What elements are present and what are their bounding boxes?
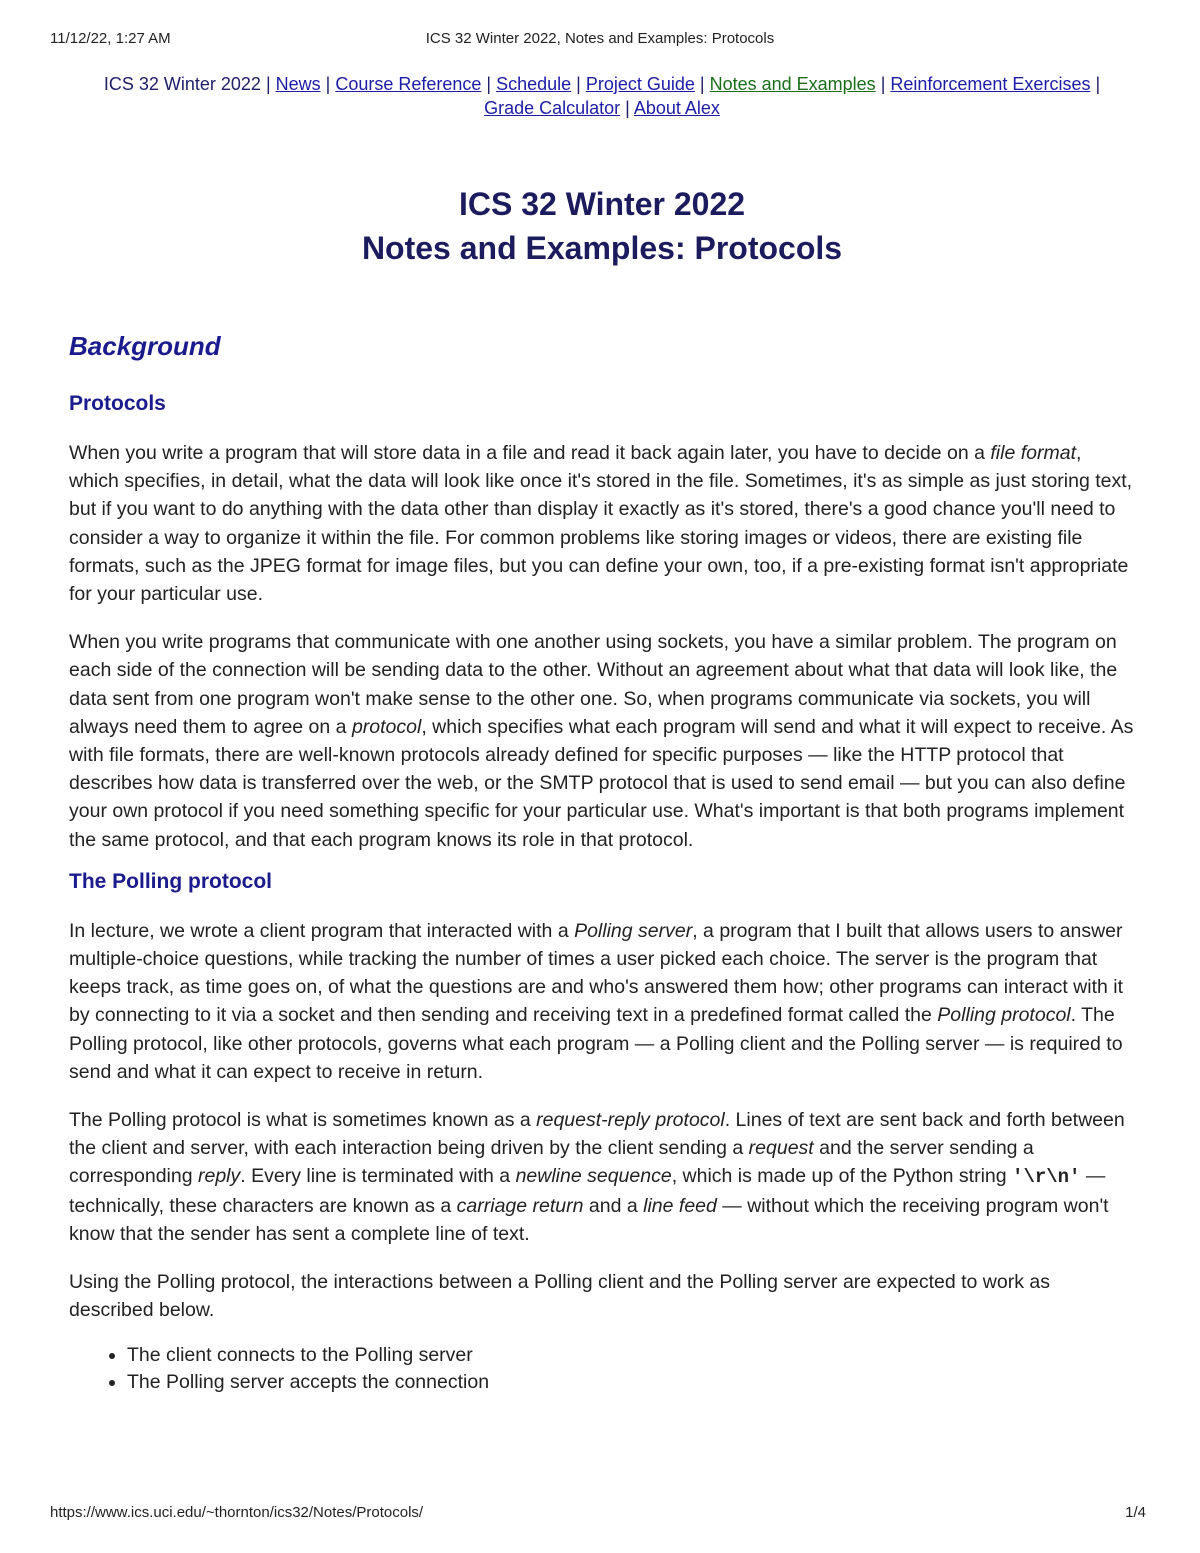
subsection-heading-polling-protocol: The Polling protocol bbox=[69, 869, 272, 893]
top-navigation: ICS 32 Winter 2022 | News | Course Reference | Schedule | Project Guide | Notes and Examples | Reinforcement Exercises | Grade Calculator | About Alex bbox=[103, 74, 1101, 118]
page-title-line1: ICS 32 Winter 2022 bbox=[458, 186, 746, 222]
nav-link-about-alex[interactable]: About Alex bbox=[633, 98, 720, 118]
newline-code: '\r\n' bbox=[1012, 1166, 1081, 1189]
paragraph-request-reply: The Polling protocol is what is sometimes known as a request-reply protocol. Lines of text are sent back and forth between the client and server, with each interaction being driven by the client sending a request and the server sending a corresponding reply. Every line is terminated with a newline sequence, which is made up of the Python string '\r\n' — technically, these characters are known as a carriage return and a line feed — without which the receiving program won't know that the sender has sent a complete line of text. bbox=[69, 1109, 1125, 1245]
paragraph-sockets-protocol: When you write programs that communicate with one another using sockets, you have a similar problem. The program on each side of the connection will be sending data to the other. Without an agreement about what that data will look like, the data sent from one program won't make sense to the other one. So, when programs communicate via sockets, you will always need them to agree on a protocol, which specifies what each program will send and what it will expect to receive. As with file formats, there are well-known protocols already defined for specific purposes — like the HTTP protocol that describes how data is transferred over the web, or the SMTP protocol that is used to send email — but you can also define your own protocol if you need something specific for your particular use. What's important is that both programs implement the same protocol, and that each program knows its role in that protocol. bbox=[69, 631, 1134, 851]
print-page-title: ICS 32 Winter 2022, Notes and Examples: Protocols bbox=[425, 30, 775, 47]
subsection-heading-protocols: Protocols bbox=[69, 392, 166, 415]
print-date: 11/12/22, 1:27 AM bbox=[50, 30, 171, 47]
print-header bbox=[50, 30, 1150, 50]
page-title-line2: Notes and Examples: Protocols bbox=[361, 230, 843, 266]
nav-link-schedule[interactable]: Schedule bbox=[496, 74, 572, 94]
nav-site-name: ICS 32 Winter 2022 bbox=[103, 74, 261, 94]
paragraph-interactions-intro: Using the Polling protocol, the interactions between a Polling client and the Polling server are expected to work as described below. bbox=[69, 1271, 1050, 1322]
interaction-steps-list bbox=[69, 1342, 1135, 1396]
nav-link-reinforcement-exercises[interactable]: Reinforcement Exercises bbox=[890, 74, 1091, 94]
list-item: • The client connects to the Polling server bbox=[127, 1342, 1135, 1369]
page-content bbox=[69, 72, 1135, 1396]
list-item: • The Polling server accepts the connection bbox=[127, 1369, 1135, 1396]
nav-link-grade-calculator[interactable]: Grade Calculator bbox=[484, 98, 621, 118]
nav-link-course-reference[interactable]: Course Reference bbox=[335, 74, 482, 94]
print-url: https://www.ics.uci.edu/~thornton/ics32/Notes/Protocols/ bbox=[50, 1504, 424, 1521]
print-page-number: 1/4 bbox=[1125, 1504, 1146, 1521]
nav-link-news[interactable]: News bbox=[275, 74, 321, 94]
print-footer bbox=[50, 1504, 1150, 1524]
nav-link-project-guide[interactable]: Project Guide bbox=[585, 74, 695, 94]
paragraph-polling-server: In lecture, we wrote a client program that interacted with a Polling server, a program that I built that allows users to answer multiple-choice questions, while tracking the number of times a user picked each choice. The server is the program that keeps track, as time goes on, of what the questions are and who's answered them how; other programs can interact with it by connecting to it via a socket and then sending and receiving text in a predefined format called the Polling protocol. The Polling protocol, like other protocols, governs what each program — a Polling client and the Polling server — is required to send and what it can expect to receive in return. bbox=[69, 919, 1124, 1083]
page-title bbox=[69, 182, 1135, 270]
nav-link-notes-and-examples[interactable]: Notes and Examples bbox=[709, 74, 876, 94]
paragraph-file-formats: When you write a program that will store data in a file and read it back again later, you have to decide on a file format, which specifies, in detail, what the data will look like once it's stored in the file. Sometimes, it's as simple as just storing text, but if you want to do anything with the data other than display it exactly as it's stored, there's a good chance you'll need to consider a way to organize it within the file. For common problems like storing images or videos, there are existing file formats, such as the JPEG format for image files, but you can define your own, too, if a pre-existing format isn't appropriate for your particular use. bbox=[69, 442, 1133, 606]
section-heading-background: Background bbox=[69, 331, 221, 361]
